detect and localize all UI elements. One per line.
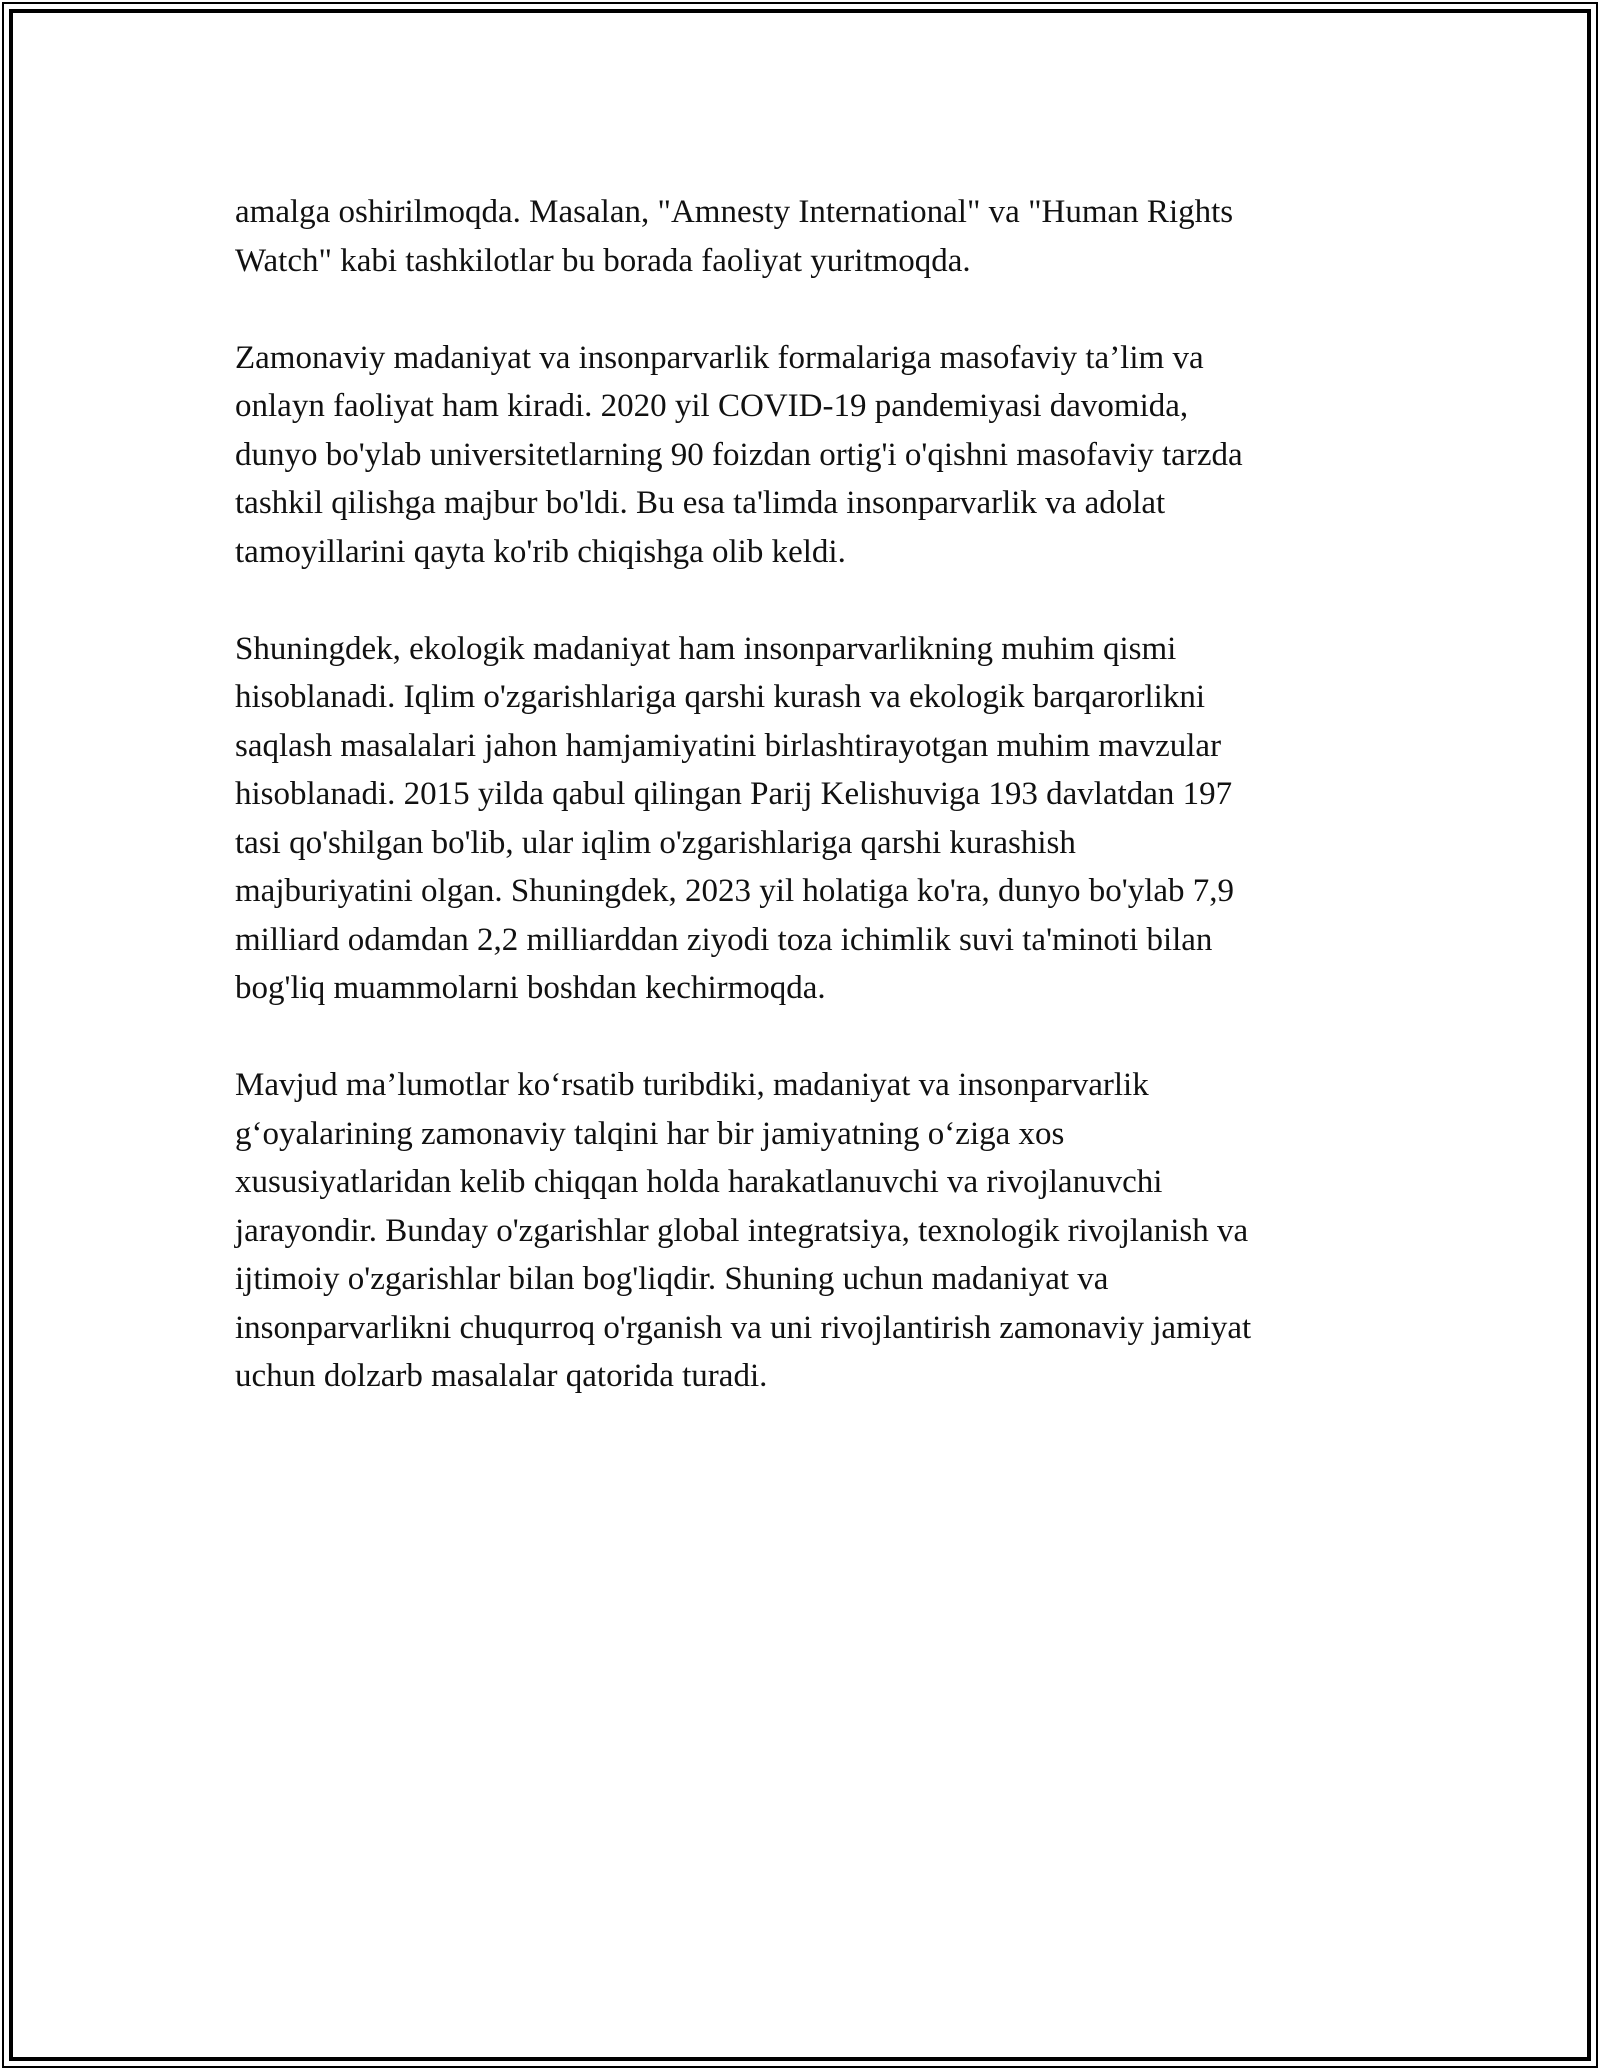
text-line: dunyo bo'ylab universitetlarning 90 foizdan ortig'i o'qishni masofaviy tarzda [235, 436, 1243, 473]
text-line: tashkil qilishga majbur bo'ldi. Bu esa ta'limda insonparvarlik va adolat [235, 485, 1166, 521]
paragraph-2 [235, 334, 1375, 577]
text-line: onlayn faoliyat ham kiradi. 2020 yil COVID-19 pandemiyasi davomida, [235, 388, 1189, 424]
text-line: g‘oyalarining zamonaviy talqini har bir jamiyatning o‘ziga xos [235, 1115, 1065, 1152]
text-line: milliard odamdan 2,2 milliarddan ziyodi toza ichimlik suvi ta'minoti bilan [235, 921, 1213, 958]
paragraph-1 [235, 188, 1375, 285]
text-line: ijtimoiy o'zgarishlar bilan bog'liqdir. Shuning uchun madaniyat va [235, 1261, 1109, 1297]
text-line: jarayondir. Bunday o'zgarishlar global integratsiya, texnologik rivojlanish va [235, 1212, 1249, 1249]
text-line: Watch" kabi tashkilotlar bu borada faoliyat yuritmoqda. [235, 242, 971, 279]
text-line: amalga oshirilmoqda. Masalan, "Amnesty International" va "Human Rights [235, 194, 1234, 230]
text-line: Shuningdek, ekologik madaniyat ham insonparvarlikning muhim qismi [235, 630, 1177, 667]
paragraph-3 [235, 625, 1375, 1013]
text-line: tasi qo'shilgan bo'lib, ular iqlim o'zgarishlariga qarshi kurashish [235, 824, 1076, 861]
text-line: bog'liq muammolarni boshdan kechirmoqda. [235, 970, 826, 1006]
text-line: tamoyillarini qayta ko'rib chiqishga olib keldi. [235, 533, 846, 570]
text-line: uchun dolzarb masalalar qatorida turadi. [235, 1358, 768, 1394]
text-line: insonparvarlikni chuqurroq o'rganish va uni rivojlantirish zamonaviy jamiyat [235, 1309, 1252, 1346]
text-line: hisoblanadi. Iqlim o'zgarishlariga qarshi kurash va ekologik barqarorlikni [235, 679, 1206, 715]
paragraph-4 [235, 1061, 1375, 1401]
document-body [235, 188, 1375, 1401]
text-line: Mavjud ma’lumotlar ko‘rsatib turibdiki, madaniyat va insonparvarlik [235, 1067, 1149, 1103]
text-line: xususiyatlaridan kelib chiqqan holda harakatlanuvchi va rivojlanuvchi [235, 1164, 1163, 1200]
text-line: majburiyatini olgan. Shuningdek, 2023 yil holatiga ko'ra, dunyo bo'ylab 7,9 [235, 873, 1235, 909]
text-line: Zamonaviy madaniyat va insonparvarlik formalariga masofaviy ta’lim va [235, 339, 1204, 376]
text-line: saqlash masalalari jahon hamjamiyatini birlashtirayotgan muhim mavzular [235, 727, 1222, 764]
text-line: hisoblanadi. 2015 yilda qabul qilingan Parij Kelishuviga 193 davlatdan 197 [235, 776, 1233, 812]
